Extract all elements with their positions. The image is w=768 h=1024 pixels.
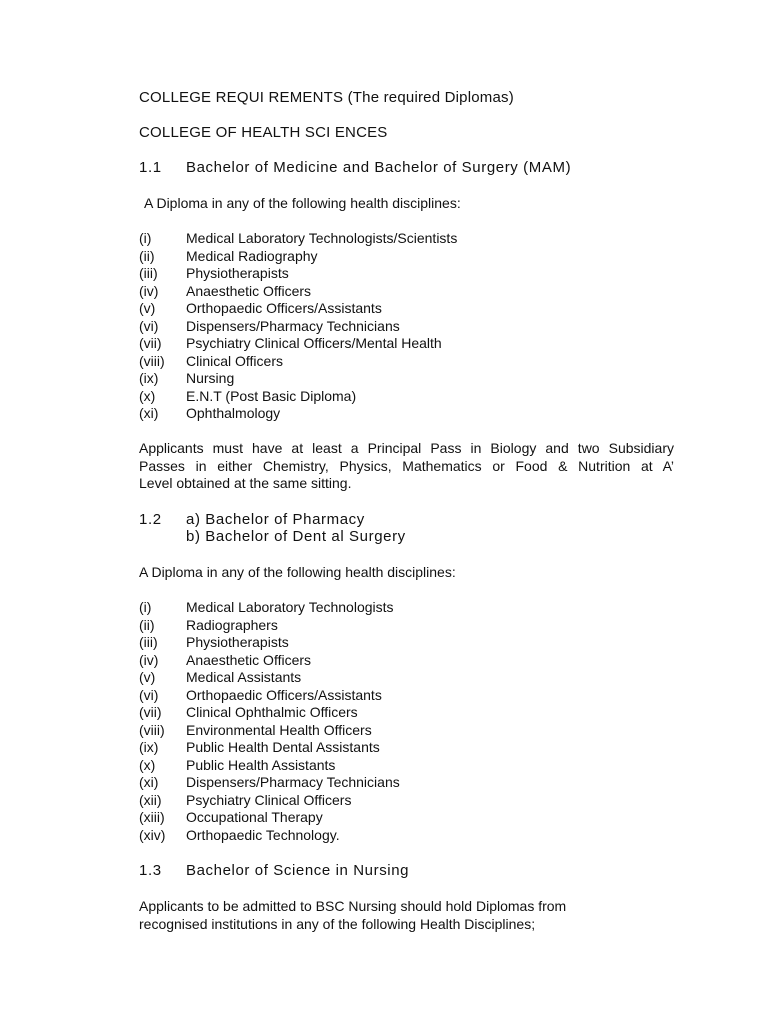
list-item-label: Ophthalmology <box>186 405 281 421</box>
list-item-number: (viii) <box>139 352 165 369</box>
section-intro: A Diploma in any of the following health disciplines: <box>139 564 456 580</box>
list-item-label: Clinical Officers <box>186 352 283 369</box>
list-item-label: Orthopaedic Officers/Assistants <box>186 686 382 703</box>
list-item-label: Dispensers/Pharmacy Technicians <box>186 317 400 334</box>
section-title: b) Bachelor of Dent al Surgery <box>186 528 406 545</box>
list-item-number: (xiv) <box>139 826 166 843</box>
list-item-label: Occupational Therapy <box>186 809 323 825</box>
section-intro: A Diploma in any of the following health disciplines: <box>144 195 461 211</box>
list-item-label: Clinical Ophthalmic Officers <box>186 704 358 720</box>
list-item-number: (ix) <box>139 370 159 386</box>
list-item-number: (ii) <box>139 616 155 633</box>
page-heading: COLLEGE REQUI REMENTS (The required Diplomas) <box>139 89 514 106</box>
list-item-number: (x) <box>139 387 156 404</box>
list-item-label: Radiographers <box>186 616 278 633</box>
list-item-number: (v) <box>139 669 156 685</box>
list-item-number: (i) <box>139 230 152 246</box>
section-number: 1.1 <box>139 159 162 176</box>
list-item-label: Orthopaedic Officers/Assistants <box>186 300 382 316</box>
list-item-number: (iv) <box>139 282 159 299</box>
list-item-label: Anaesthetic Officers <box>186 282 312 299</box>
list-item-number: (iv) <box>139 651 159 668</box>
list-item-label: E.N.T (Post Basic Diploma) <box>186 387 357 404</box>
list-item-label: Nursing <box>186 370 235 386</box>
list-item-number: (x) <box>139 756 156 773</box>
section-number: 1.3 <box>139 862 162 879</box>
list-item-number: (i) <box>139 599 152 615</box>
list-item-number: (ii) <box>139 247 155 264</box>
list-item-number: (vii) <box>139 704 162 720</box>
list-item-label: Dispensers/Pharmacy Technicians <box>186 774 400 790</box>
list-item-label: Psychiatry Clinical Officers/Mental Health <box>186 335 442 351</box>
list-item-number: (iii) <box>139 634 158 650</box>
list-item-label: Medical Assistants <box>186 669 302 685</box>
list-item-label: Physiotherapists <box>186 634 289 650</box>
list-item-number: (ix) <box>139 739 159 755</box>
college-heading: COLLEGE OF HEALTH SCI ENCES <box>139 124 388 141</box>
list-item-number: (vi) <box>139 686 159 703</box>
list-item-label: Physiotherapists <box>186 265 289 281</box>
section-title: Bachelor of Science in Nursing <box>186 862 410 879</box>
list-item-label: Orthopaedic Technology. <box>186 826 340 843</box>
section-number: 1.2 <box>139 511 162 528</box>
paragraph-line: Applicants to be admitted to BSC Nursing should hold Diplomas from <box>139 898 567 914</box>
list-item-label: Environmental Health Officers <box>186 721 372 738</box>
list-item-number: (xi) <box>139 774 159 790</box>
paragraph-line: Level obtained at the same sitting. <box>139 475 352 491</box>
list-item-label: Medical Laboratory Technologists/Scientists <box>186 230 458 246</box>
section-title: Bachelor of Medicine and Bachelor of Surgery (MAM) <box>186 159 572 176</box>
list-item-number: (xiii) <box>139 809 165 825</box>
list-item-number: (v) <box>139 300 156 316</box>
list-item-label: Psychiatry Clinical Officers <box>186 791 352 808</box>
list-item-label: Public Health Dental Assistants <box>186 739 380 755</box>
section-title: a) Bachelor of Pharmacy <box>186 511 365 528</box>
list-item-number: (viii) <box>139 721 165 738</box>
list-item-number: (xi) <box>139 405 159 421</box>
admission-paragraph <box>139 440 674 493</box>
list-item-number: (iii) <box>139 265 158 281</box>
list-item-label: Anaesthetic Officers <box>186 651 312 668</box>
list-item-number: (vi) <box>139 317 159 334</box>
paragraph-line: Applicants must have at least a Principal Pass in Biology and two Subsidiary <box>139 440 674 456</box>
list-item-label: Medical Radiography <box>186 247 318 264</box>
list-item-number: (xii) <box>139 791 162 808</box>
paragraph-line: recognised institutions in any of the following Health Disciplines; <box>139 915 536 932</box>
list-item-label: Public Health Assistants <box>186 756 336 773</box>
list-item-number: (vii) <box>139 335 162 351</box>
list-item-label: Medical Laboratory Technologists <box>186 599 394 615</box>
paragraph-line: Passes in either Chemistry, Physics, Mathematics or Food & Nutrition at A’ <box>139 457 674 474</box>
